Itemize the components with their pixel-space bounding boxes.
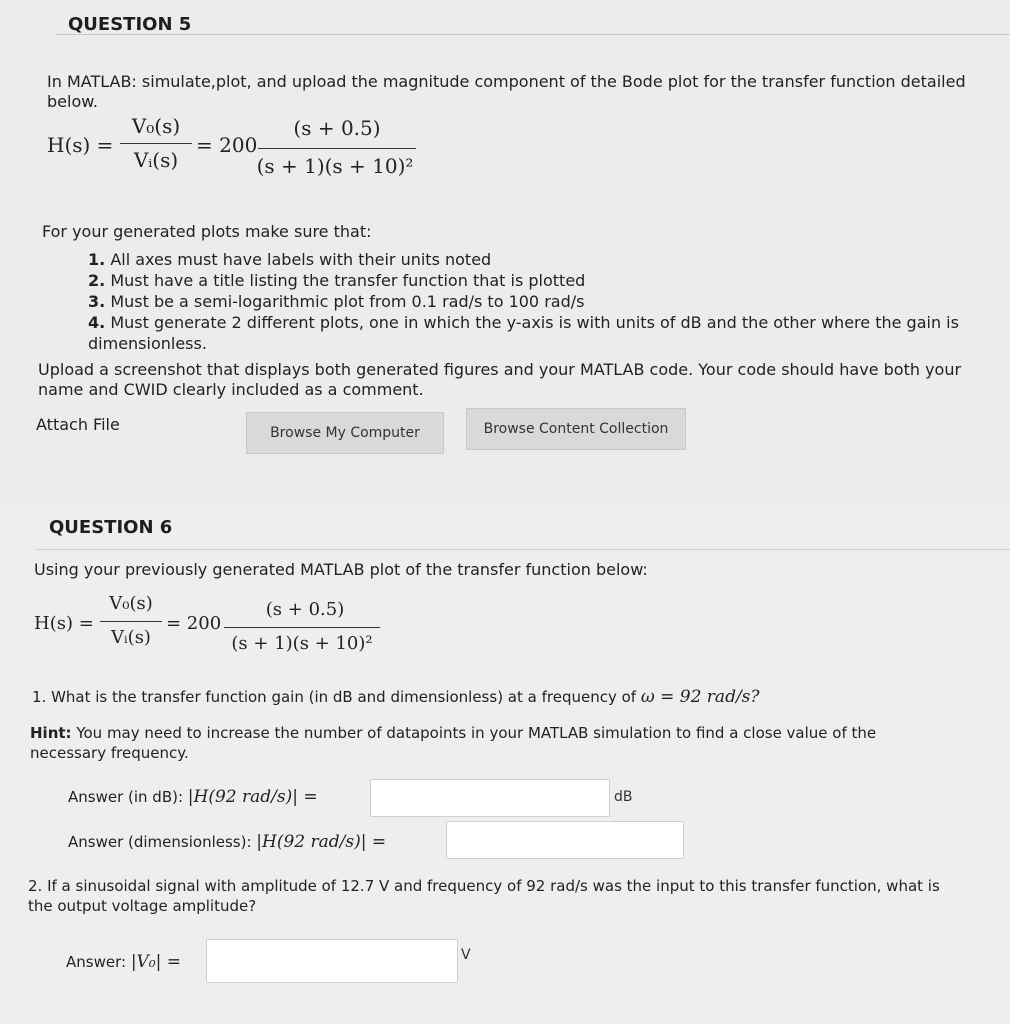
question-6-part-2: 2. If a sinusoidal signal with amplitude of 12.7 V and frequency of 92 rad/s was the input to this transfer function, what is the output voltage amplitude? [28, 877, 940, 915]
answer-db-unit: dB [614, 789, 633, 805]
fraction-bar [258, 148, 416, 149]
browse-my-computer-button[interactable]: Browse My Computer [246, 412, 444, 454]
fraction-bar [224, 627, 380, 628]
equation-lhs: H(s) = [47, 133, 114, 157]
requirements-intro: For your generated plots make sure that: [42, 222, 372, 241]
equation-lhs: H(s) = [34, 613, 94, 634]
hint-text: Hint: You may need to increase the number of datapoints in your MATLAB simulation to find a close value of the necessary frequency. [30, 724, 877, 762]
requirement-item: 3. Must be a semi-logarithmic plot from 0.1 rad/s to 100 rad/s [88, 292, 585, 311]
answer-voltage-input[interactable] [206, 939, 458, 983]
equation-numerator-right: (s + 0.5) [293, 116, 381, 140]
question-5-header [55, 2, 1010, 35]
attach-file-label: Attach File [36, 415, 120, 434]
equation-gain: = 200 [166, 613, 222, 634]
upload-instructions: Upload a screenshot that displays both generated figures and your MATLAB code. Your code should have both your name and CWID clearly included as a comment. [38, 360, 962, 399]
browse-content-collection-button[interactable]: Browse Content Collection [466, 408, 686, 450]
equation-numerator-left: V₀(s) [109, 593, 153, 614]
answer-voltage-unit: V [461, 947, 471, 963]
fraction-bar [120, 143, 192, 144]
question-6-header [35, 511, 1010, 550]
answer-dimensionless-label: Answer (dimensionless): |H(92 rad/s)| = [68, 832, 387, 852]
requirement-item: 1. All axes must have labels with their units noted [88, 250, 492, 269]
requirement-item: 2. Must have a title listing the transfer function that is plotted [88, 271, 586, 290]
answer-voltage-label: Answer: |V₀| = [66, 952, 182, 972]
equation-numerator-right: (s + 0.5) [265, 599, 345, 620]
question-6-panel [0, 505, 1010, 1024]
requirements-list [88, 249, 988, 354]
question-5-title: QUESTION 5 [68, 14, 192, 35]
question-5-intro: In MATLAB: simulate,plot, and upload the magnitude component of the Bode plot for the transfer function detailed below. [47, 72, 966, 111]
equation-denominator-left: Vᵢ(s) [133, 148, 179, 172]
fraction-bar [100, 621, 162, 622]
question-6-intro: Using your previously generated MATLAB plot of the transfer function below: [34, 560, 648, 579]
answer-dimensionless-input[interactable] [446, 821, 684, 859]
equation-denominator-right: (s + 1)(s + 10)² [256, 154, 414, 178]
equation-gain: = 200 [196, 133, 258, 157]
equation-numerator-left: V₀(s) [131, 114, 181, 138]
equation-denominator-right: (s + 1)(s + 10)² [231, 633, 373, 654]
equation-denominator-left: Vᵢ(s) [111, 627, 151, 648]
requirement-item: 4. Must generate 2 different plots, one in which the y-axis is with units of dB and the other where the gain is dimensionless. [88, 313, 959, 353]
question-5-panel [0, 0, 1010, 505]
question-6-part-1: 1. What is the transfer function gain (in dB and dimensionless) at a frequency of ω = 92 rad/s? [32, 687, 760, 707]
question-6-title: QUESTION 6 [49, 517, 173, 538]
answer-db-label: Answer (in dB): |H(92 rad/s)| = [68, 787, 318, 807]
answer-db-input[interactable] [370, 779, 610, 817]
